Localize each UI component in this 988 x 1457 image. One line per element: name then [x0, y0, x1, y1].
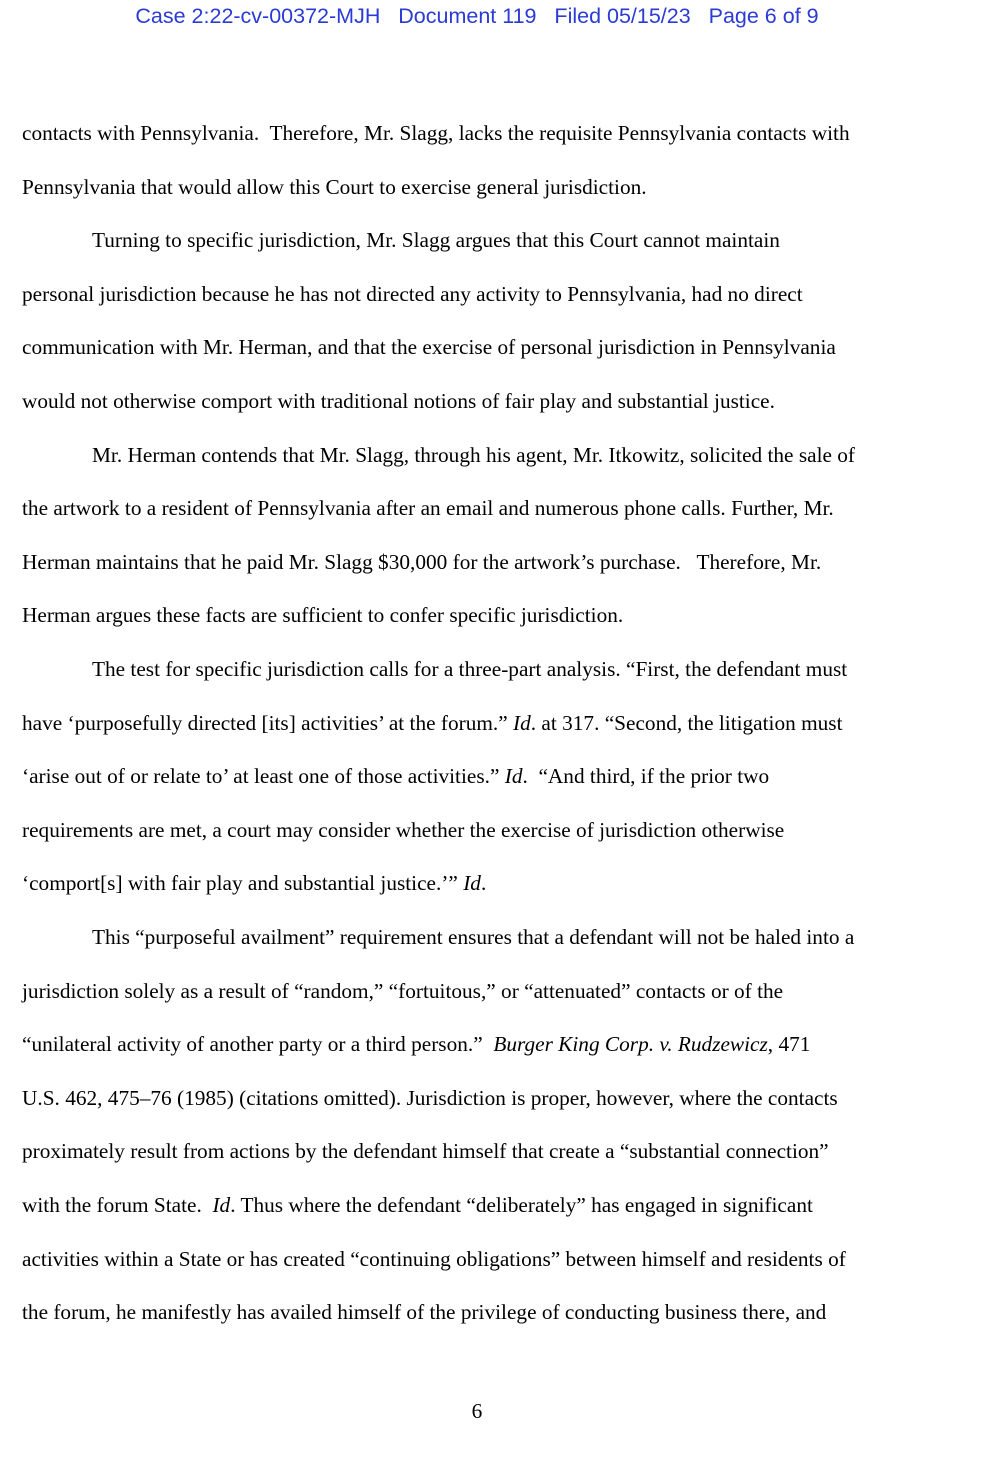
text-segment: jurisdiction solely as a result of “random,” “fortuitous,” or “attenuated” contacts or of the	[22, 978, 784, 1003]
text-line	[22, 123, 850, 144]
text-segment: activities within a State or has created “continuing obligations” between himself and residents of	[22, 1246, 846, 1271]
text-line	[22, 1085, 838, 1110]
citation-italic: Id	[212, 1193, 231, 1217]
text-line	[22, 391, 775, 412]
text-segment: ‘comport[s] with fair play and substantial justice.’”	[22, 871, 464, 896]
case-header: Case 2:22-cv-00372-MJH Document 119 Filed 05/15/23 Page 6 of 9	[135, 4, 819, 28]
text-line	[22, 766, 769, 787]
text-segment: . Thus where the defendant “deliberately” has engaged in significant	[230, 1193, 813, 1217]
citation-italic: Burger King Corp. v. Rudzewicz	[493, 1032, 768, 1057]
text-line	[22, 337, 836, 358]
text-line	[22, 174, 647, 199]
text-segment: proximately result from actions by the defendant himself that create a “substantial connection”	[22, 1139, 829, 1164]
text-segment: .	[480, 871, 487, 896]
text-line	[22, 1195, 813, 1216]
text-line	[92, 442, 856, 467]
text-segment: have ‘purposefully directed [its] activities’ at the forum.”	[22, 710, 514, 735]
text-line	[22, 1034, 810, 1055]
text-segment: ‘arise out of or relate to’ at least one of those activities.”	[22, 764, 505, 789]
text-segment: Herman maintains that he paid Mr. Slagg $30,000 for the artwork’s purchase. Therefore, Mr.	[22, 549, 822, 574]
text-line	[22, 978, 784, 1003]
text-line	[22, 1246, 846, 1271]
text-segment: would not otherwise comport with traditional notions of fair play and substantial justice.	[22, 389, 775, 413]
text-segment: the forum, he manifestly has availed himself of the privilege of conducting business there, and	[22, 1300, 827, 1325]
text-segment: U.S. 462, 475–76 (1985) (citations omitted). Jurisdiction is proper, however, where the contacts	[22, 1085, 838, 1110]
text-line	[22, 281, 803, 306]
text-line	[22, 710, 843, 735]
page-number: 6	[471, 1399, 483, 1423]
text-line	[92, 230, 780, 251]
citation-italic: Id	[463, 871, 481, 896]
text-segment: communication with Mr. Herman, and that the exercise of personal jurisdiction in Pennsylvania	[22, 335, 836, 360]
text-segment: “unilateral activity of another party or a third person.”	[22, 1032, 494, 1057]
text-segment: contacts with Pennsylvania. Therefore, Mr. Slagg, lacks the requisite Pennsylvania contacts with	[22, 121, 850, 145]
text-segment: Mr. Herman contends that Mr. Slagg, through his agent, Mr. Itkowitz, solicited the sale of	[92, 442, 856, 467]
text-line	[22, 605, 623, 626]
text-segment: , 471	[767, 1032, 811, 1057]
text-segment: . “And third, if the prior two	[522, 764, 770, 789]
text-segment: Turning to specific jurisdiction, Mr. Slagg argues that this Court cannot maintain	[92, 228, 780, 253]
text-segment: requirements are met, a court may consider whether the exercise of jurisdiction otherwise	[22, 817, 785, 842]
text-segment: personal jurisdiction because he has not directed any activity to Pennsylvania, had no direct	[22, 281, 803, 306]
citation-italic: Id	[513, 710, 531, 735]
citation-italic: Id	[504, 764, 523, 789]
text-line	[92, 659, 847, 680]
text-line	[22, 1141, 829, 1162]
text-line	[92, 927, 854, 948]
text-segment: The test for specific jurisdiction calls for a three-part analysis. “First, the defendant must	[92, 657, 848, 681]
text-segment: Herman argues these facts are sufficient to confer specific jurisdiction.	[22, 603, 624, 628]
text-line	[22, 1302, 826, 1323]
text-line	[22, 873, 486, 894]
text-segment: . at 317. “Second, the litigation must	[530, 710, 843, 735]
text-segment: the artwork to a resident of Pennsylvania after an email and numerous phone calls. Further, Mr.	[22, 496, 834, 521]
text-line	[22, 817, 785, 842]
text-segment: This “purposeful availment” requirement ensures that a defendant will not be haled into a	[92, 925, 855, 949]
text-segment: Pennsylvania that would allow this Court to exercise general jurisdiction.	[22, 174, 647, 199]
text-line	[22, 498, 834, 519]
text-line	[22, 549, 822, 574]
text-segment: with the forum State.	[22, 1193, 213, 1217]
